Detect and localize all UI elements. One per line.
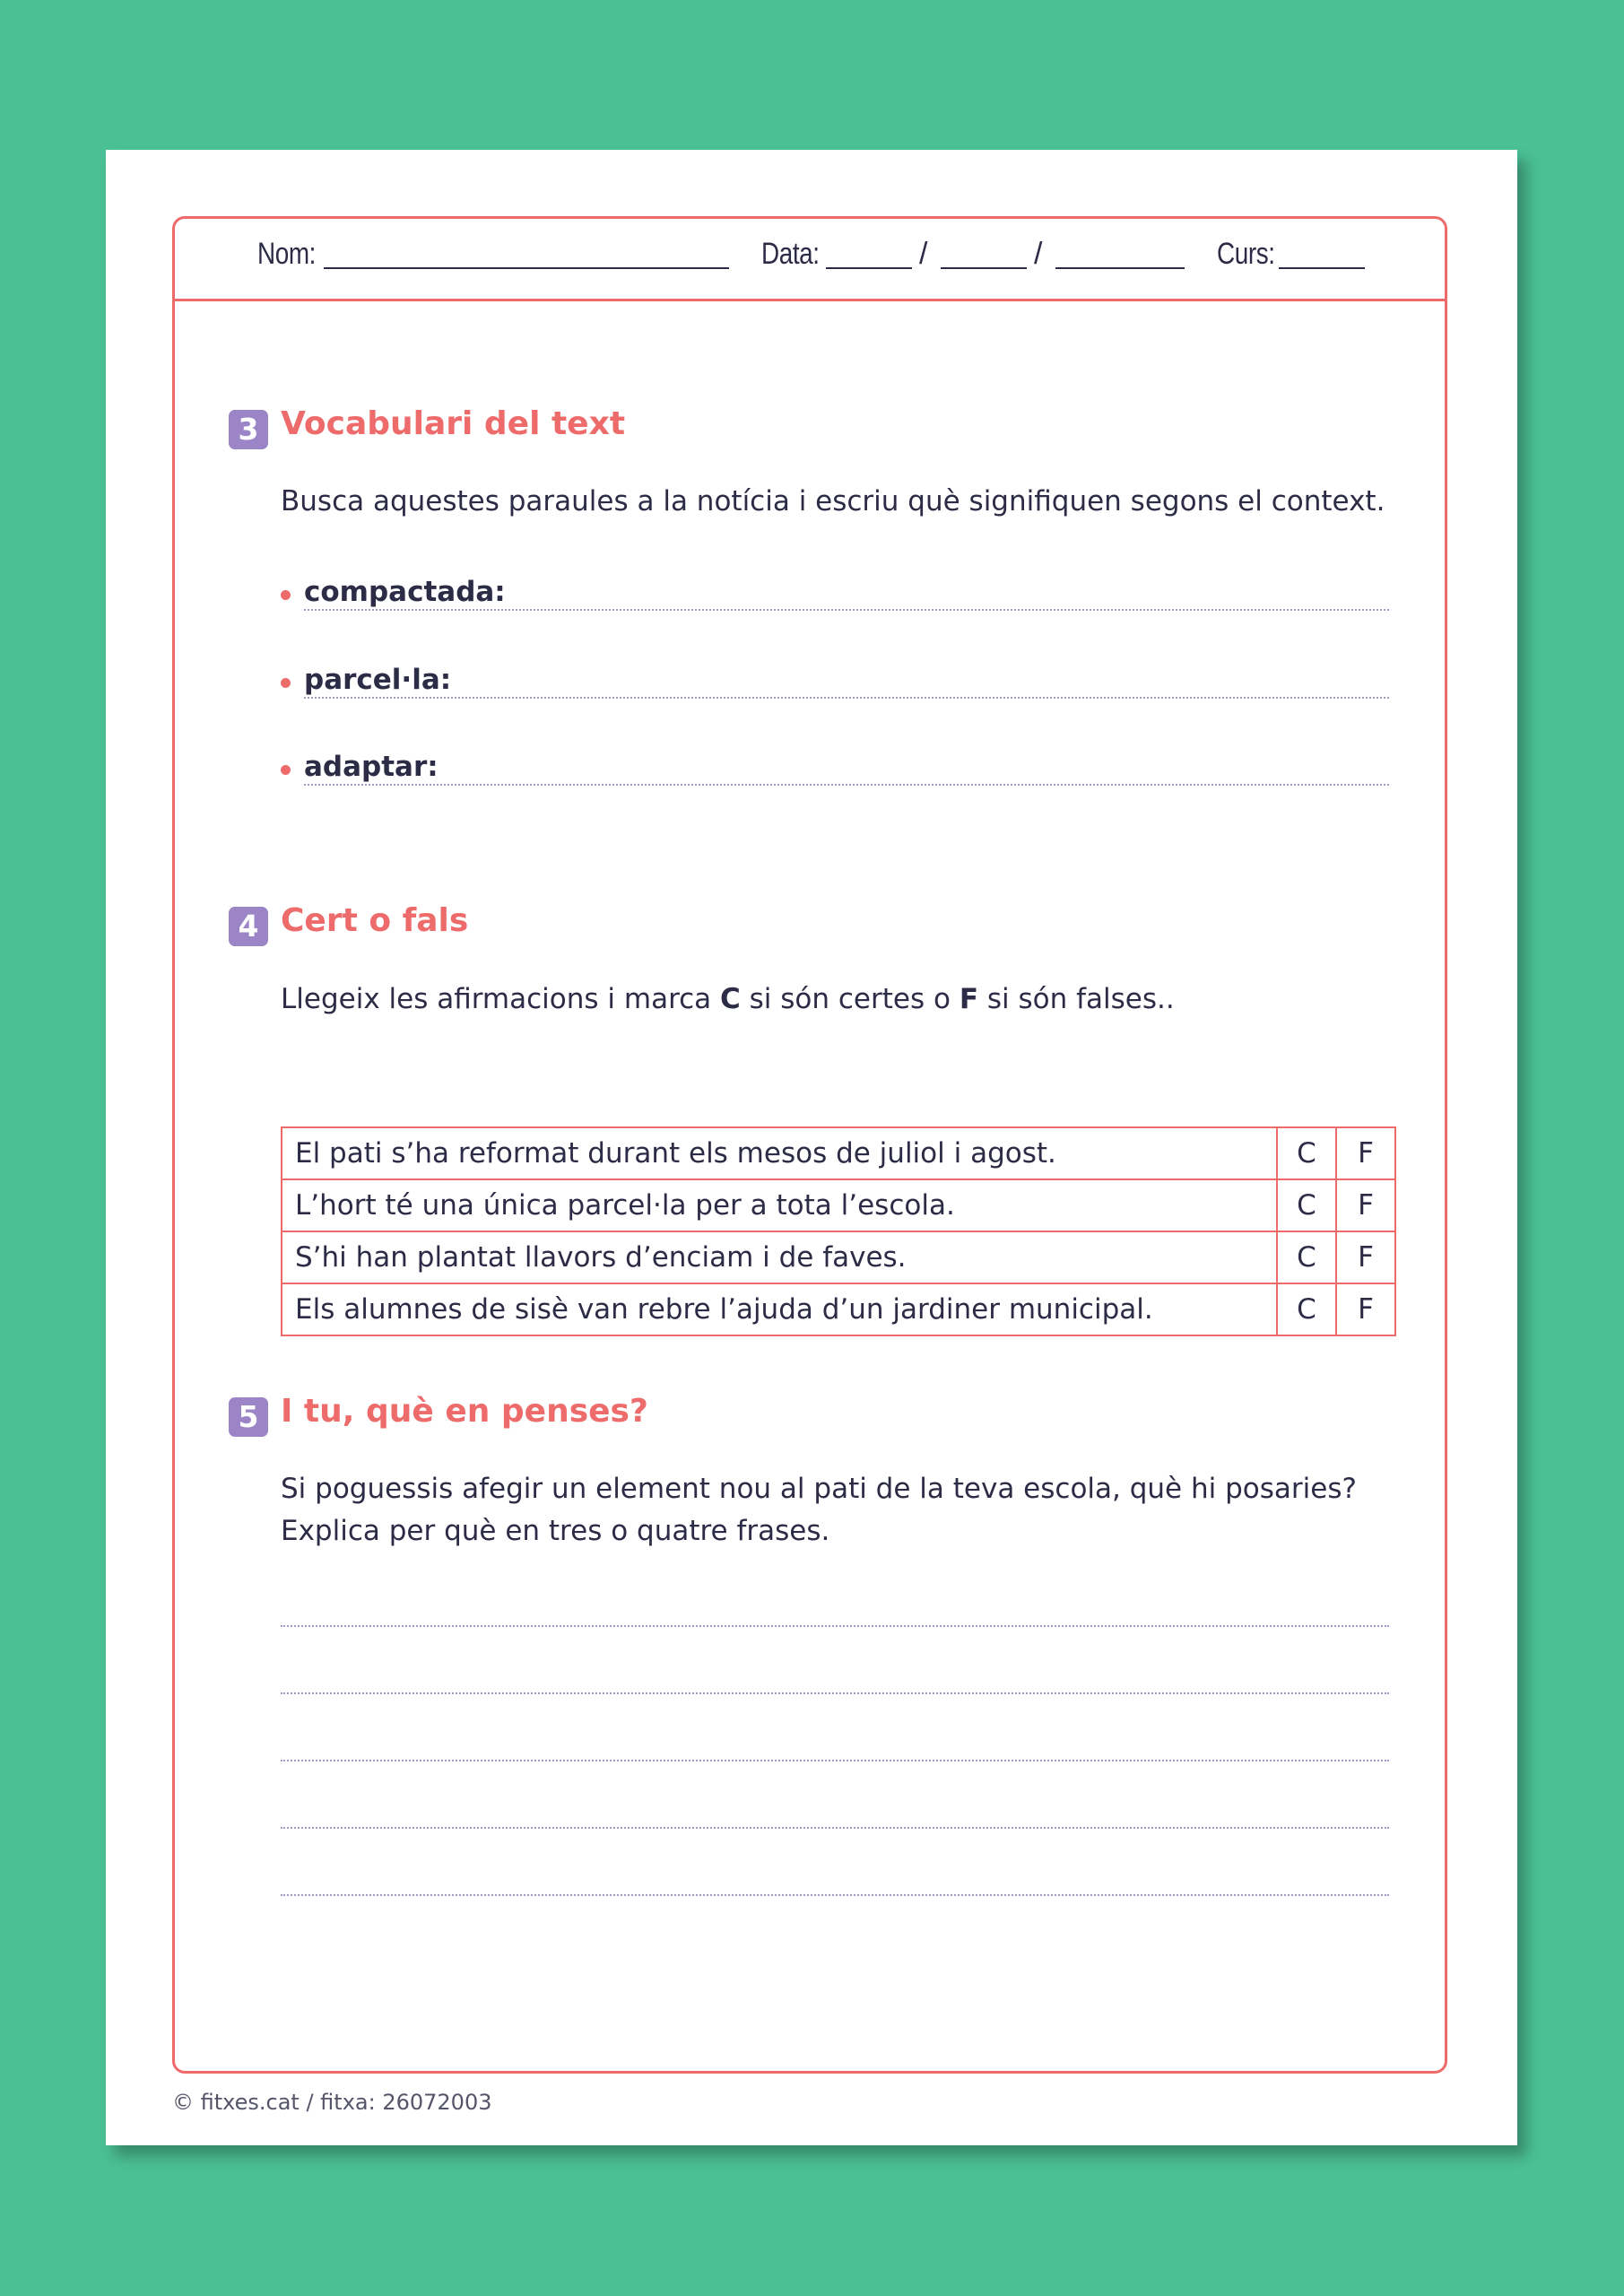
section-number-badge: 4 [229, 907, 268, 946]
name-field[interactable] [324, 267, 729, 269]
option-false[interactable]: F [1336, 1231, 1395, 1283]
answer-line[interactable] [304, 784, 1389, 786]
vocabulary-item [281, 664, 1389, 703]
bullet-icon [281, 678, 291, 688]
statement: S’hi han plantat llavors d’enciam i de faves. [282, 1231, 1277, 1283]
table-row [282, 1179, 1395, 1231]
footer-credit: © fitxes.cat / fitxa: 26072003 [172, 2090, 492, 2115]
option-false[interactable]: F [1336, 1179, 1395, 1231]
section-number-badge: 5 [229, 1397, 268, 1437]
option-false[interactable]: F [1336, 1283, 1395, 1335]
section-title: I tu, què en penses? [281, 1393, 648, 1430]
date-day-field[interactable] [826, 267, 912, 269]
section-instruction: Explica per què en tres o quatre frases. [281, 1515, 830, 1547]
true-false-table [281, 1126, 1396, 1336]
course-label: Curs: [1217, 237, 1275, 271]
section-instruction: Si poguessis afegir un element nou al pati de la teva escola, què hi posaries? [281, 1473, 1357, 1505]
option-true[interactable]: C [1277, 1231, 1336, 1283]
statement: El pati s’ha reformat durant els mesos de juliol i agost. [282, 1127, 1277, 1179]
date-label: Data: [761, 237, 820, 271]
section-instruction: Busca aquestes paraules a la notícia i escriu què signifiquen segons el context. [281, 485, 1385, 517]
option-true[interactable]: C [1277, 1127, 1336, 1179]
answer-line[interactable] [281, 1760, 1389, 1761]
table-row [282, 1127, 1395, 1179]
vocabulary-item [281, 751, 1389, 790]
answer-line[interactable] [281, 1827, 1389, 1829]
student-info-header [175, 219, 1445, 301]
worksheet-page [106, 150, 1517, 2145]
instruction-text: si són certes o [740, 983, 960, 1015]
name-label: Nom: [257, 237, 316, 271]
statement: Els alumnes de sisè van rebre l’ajuda d’un jardiner municipal. [282, 1283, 1277, 1335]
option-true[interactable]: C [1277, 1283, 1336, 1335]
worksheet-frame [172, 216, 1447, 2074]
answer-line[interactable] [281, 1692, 1389, 1694]
answer-line[interactable] [281, 1894, 1389, 1896]
instruction-text: si són falses.. [978, 983, 1175, 1015]
vocabulary-word: parcel·la: [304, 664, 455, 696]
answer-line[interactable] [281, 1625, 1389, 1627]
answer-line[interactable] [304, 609, 1389, 611]
instruction-f: F [959, 983, 978, 1015]
vocabulary-item [281, 576, 1389, 615]
instruction-text: Llegeix les afirmacions i marca [281, 983, 721, 1015]
date-year-field[interactable] [1055, 267, 1185, 269]
bullet-icon [281, 765, 291, 775]
section-title: Vocabulari del text [281, 405, 626, 442]
date-separator: / [1034, 237, 1043, 271]
course-field[interactable] [1279, 267, 1365, 269]
option-true[interactable]: C [1277, 1179, 1336, 1231]
section-instruction [281, 978, 1175, 1021]
option-false[interactable]: F [1336, 1127, 1395, 1179]
instruction-c: C [720, 983, 741, 1015]
date-month-field[interactable] [941, 267, 1027, 269]
date-separator: / [919, 237, 928, 271]
statement: L’hort té una única parcel·la per a tota l’escola. [282, 1179, 1277, 1231]
vocabulary-word: adaptar: [304, 751, 442, 783]
table-row [282, 1283, 1395, 1335]
vocabulary-word: compactada: [304, 576, 509, 608]
section-title: Cert o fals [281, 902, 469, 939]
answer-line[interactable] [304, 697, 1389, 699]
bullet-icon [281, 590, 291, 600]
table-row [282, 1231, 1395, 1283]
section-number-badge: 3 [229, 410, 268, 449]
